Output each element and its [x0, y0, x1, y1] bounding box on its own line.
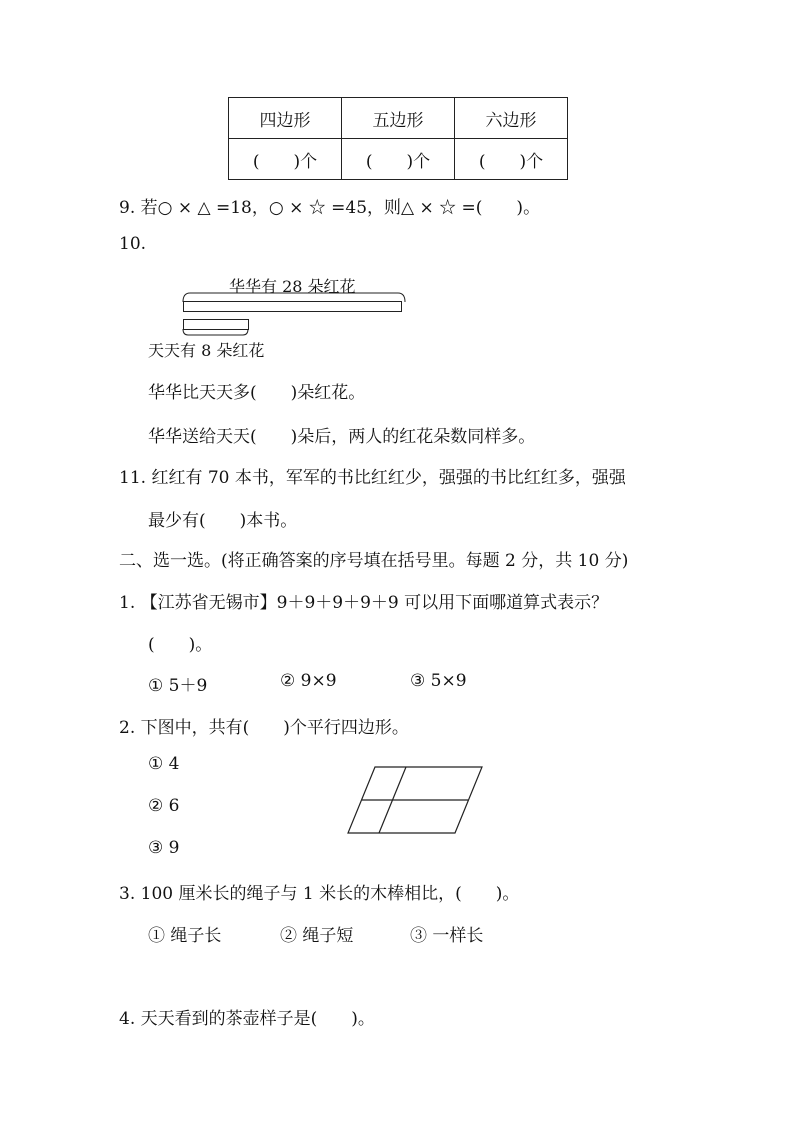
table-answer-cell: ( )个	[342, 139, 455, 180]
mc-question-1-answer: ( )。	[148, 635, 213, 655]
tiantian-brace-icon	[182, 328, 250, 338]
mc-question-3: 3. 100 厘米长的绳子与 1 米长的木棒相比，( )。	[119, 884, 520, 904]
mc2-option-3: ③ 9	[148, 838, 180, 858]
question-10-number: 10.	[119, 234, 147, 254]
mc3-option-1: ① 绳子长	[148, 926, 222, 946]
question-10-line-2: 华华送给天天( )朵后，两人的红花朵数同样多。	[148, 427, 536, 447]
mc3-option-3: ③ 一样长	[410, 926, 484, 946]
mc2-option-2: ② 6	[148, 796, 180, 816]
table-header-cell: 五边形	[342, 98, 455, 139]
question-11-line-1: 11. 红红有 70 本书，军军的书比红红少，强强的书比红红多，强强	[119, 468, 626, 488]
question-10-line-1: 华华比天天多( )朵红花。	[148, 383, 366, 403]
mc1-option-3: ③ 5×9	[410, 671, 467, 691]
table-answer-cell: ( )个	[455, 139, 568, 180]
tiantian-bar-label: 天天有 8 朵红花	[148, 341, 265, 360]
table-header-cell: 六边形	[455, 98, 568, 139]
table-header-cell: 四边形	[229, 98, 342, 139]
mc2-option-1: ① 4	[148, 754, 180, 774]
huahua-bar-label: 华华有 28 朵红花	[229, 277, 356, 296]
mc3-option-2: ② 绳子短	[280, 926, 354, 946]
mc1-option-1: ① 5＋9	[148, 676, 208, 696]
parallelogram-figure	[346, 764, 486, 836]
question-11-line-2: 最少有( )本书。	[148, 511, 298, 531]
question-9: 9. 若○ × △ =18，○ × ☆ =45，则△ × ☆ =( )。	[119, 198, 541, 218]
mc-question-1: 1. 【江苏省无锡市】9＋9＋9＋9＋9 可以用下面哪道算式表示？	[119, 593, 609, 613]
table-header-row	[229, 98, 568, 139]
shape-count-table	[228, 97, 568, 180]
mc-question-2: 2. 下图中，共有( )个平行四边形。	[119, 718, 409, 738]
mc-question-4: 4. 天天看到的茶壶样子是( )。	[119, 1009, 375, 1029]
table-answer-row	[229, 139, 568, 180]
mc1-option-2: ② 9×9	[280, 671, 337, 691]
huahua-bar	[183, 301, 402, 312]
table-answer-cell: ( )个	[229, 139, 342, 180]
section-2-heading: 二、选一选。(将正确答案的序号填在括号里。每题 2 分，共 10 分)	[119, 551, 629, 571]
